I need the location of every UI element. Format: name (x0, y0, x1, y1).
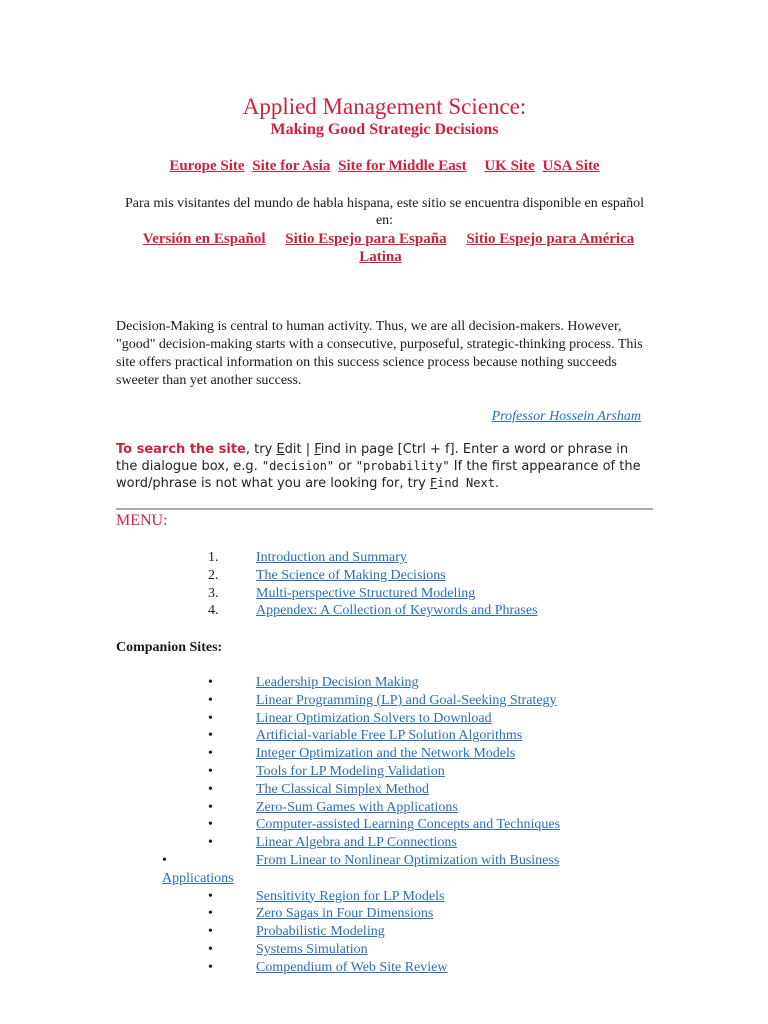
bullet-icon: • (208, 817, 213, 833)
companion-link[interactable]: Zero Sagas in Four Dimensions (256, 906, 434, 922)
bullet-icon: • (208, 728, 213, 744)
bullet-icon: • (208, 941, 213, 957)
find-accel: F (314, 442, 321, 457)
search-tip-text: dit | (284, 442, 315, 457)
companion-link[interactable]: The Classical Simplex Method (256, 781, 430, 797)
menu-item (208, 602, 538, 620)
companion-link[interactable]: Tools for LP Modeling Validation (256, 763, 445, 779)
intro-paragraph: Decision-Making is central to human activity. Thus, we are all decision-makers. However, "good" decision-making starts with a consecutive, purposeful, strategic-thinking process. This site offers practical information on this success science process because nothing succeeds sweeter than yet another success. (116, 319, 643, 388)
menu-item (208, 549, 538, 567)
search-tip-text: . (494, 476, 500, 491)
companion-link[interactable]: Systems Simulation (256, 941, 368, 957)
search-tip-highlight: To search the site (116, 442, 246, 457)
bullet-icon: • (208, 675, 213, 690)
link-version-en-espanol[interactable]: Versión en Español (142, 231, 266, 247)
link-sitio-espejo-america-latina[interactable]: Sitio Espejo para América Latina (359, 231, 635, 265)
menu-link-science[interactable]: The Science of Making Decisions (256, 567, 446, 583)
list-item (208, 888, 638, 906)
companion-sites-heading: Companion Sites: (116, 640, 223, 655)
example-probability: "probability" (355, 459, 450, 473)
list-item (208, 959, 638, 977)
companion-link[interactable]: Sensitivity Region for LP Models (256, 888, 445, 904)
search-tip (116, 441, 646, 492)
list-item (208, 905, 638, 923)
companion-sites-list (162, 674, 638, 977)
bullet-icon: • (208, 924, 213, 940)
regional-site-links (116, 158, 653, 175)
companion-link[interactable]: From Linear to Nonlinear Optimization with Business Applications (162, 852, 560, 886)
bullet-icon: • (208, 781, 213, 797)
list-item (208, 799, 638, 817)
companion-link[interactable]: Computer-assisted Learning Concepts and Techniques (256, 817, 561, 833)
link-uk-site[interactable]: UK Site (484, 158, 535, 174)
list-item (208, 727, 638, 745)
bullet-icon: • (208, 799, 213, 815)
page-subtitle: Making Good Strategic Decisions (270, 121, 499, 138)
author-link[interactable]: Professor Hossein Arsham (491, 409, 641, 424)
horizontal-divider (116, 508, 653, 510)
bullet-icon: • (208, 835, 213, 851)
menu-item-number: 4. (208, 603, 219, 619)
bullet-icon: • (162, 852, 167, 868)
author-signature (492, 409, 641, 425)
companion-link[interactable]: Artificial-variable Free LP Solution Algorithms (256, 728, 523, 744)
list-item (208, 923, 638, 941)
search-tip-text: ind in page [Ctrl + f]. Enter a word or phrase in the dialogue box, e.g. (116, 442, 629, 474)
menu-heading: MENU: (116, 512, 168, 529)
menu-item-number: 3. (208, 585, 219, 601)
example-decision: "decision" (261, 459, 335, 473)
list-item (208, 816, 638, 834)
menu-list (208, 549, 538, 620)
companion-link[interactable]: Probabilistic Modeling (256, 924, 385, 940)
list-item (208, 692, 638, 710)
search-tip-text: If the first appearance of the word/phrase is not what you are looking for, try (116, 459, 641, 491)
menu-item-number: 2. (208, 567, 219, 583)
bullet-icon: • (208, 906, 213, 922)
list-item (208, 781, 638, 799)
list-item (208, 834, 638, 852)
companion-link[interactable]: Zero-Sum Games with Applications (256, 799, 458, 815)
menu-link-modeling[interactable]: Multi-perspective Structured Modeling (256, 585, 476, 601)
menu-item-number: 1. (208, 550, 219, 565)
companion-link[interactable]: Linear Programming (LP) and Goal-Seeking Strategy (256, 692, 557, 708)
edit-accel: E (276, 442, 285, 457)
bullet-icon: • (208, 888, 213, 904)
bullet-icon: • (208, 710, 213, 726)
list-item (208, 710, 638, 728)
link-site-for-middle-east[interactable]: Site for Middle East (338, 158, 467, 174)
page-title: Applied Management Science: (242, 94, 527, 119)
search-tip-text: or (334, 459, 356, 474)
list-item (208, 941, 638, 959)
list-item (208, 763, 638, 781)
find-next-accel: F (429, 476, 438, 490)
menu-link-introduction[interactable]: Introduction and Summary (256, 550, 407, 565)
menu-link-appendex[interactable]: Appendex: A Collection of Keywords and Phrases (256, 603, 538, 619)
bullet-icon: • (208, 959, 213, 975)
link-site-for-asia[interactable]: Site for Asia (252, 158, 331, 174)
bullet-icon: • (208, 763, 213, 779)
list-item (162, 852, 562, 888)
search-tip-text: , try (245, 442, 277, 457)
list-item (208, 745, 638, 763)
find-next-label: ind Next (437, 476, 495, 490)
link-sitio-espejo-espana[interactable]: Sitio Espejo para España (285, 231, 447, 247)
bullet-icon: • (208, 692, 213, 708)
menu-item (208, 585, 538, 603)
companion-link[interactable]: Linear Optimization Solvers to Download (256, 710, 492, 726)
link-usa-site[interactable]: USA Site (542, 158, 600, 174)
list-item (208, 674, 638, 692)
menu-item (208, 567, 538, 585)
bullet-icon: • (208, 746, 213, 762)
companion-link[interactable]: Compendium of Web Site Review (256, 959, 448, 975)
spanish-notice: Para mis visitantes del mundo de habla hispana, este sitio se encuentra disponible en español en: (124, 196, 645, 228)
companion-link[interactable]: Leadership Decision Making (256, 675, 419, 690)
companion-link[interactable]: Integer Optimization and the Network Models (256, 746, 516, 762)
companion-link[interactable]: Linear Algebra and LP Connections (256, 835, 457, 851)
spanish-site-links (116, 230, 653, 266)
link-europe-site[interactable]: Europe Site (169, 158, 245, 174)
